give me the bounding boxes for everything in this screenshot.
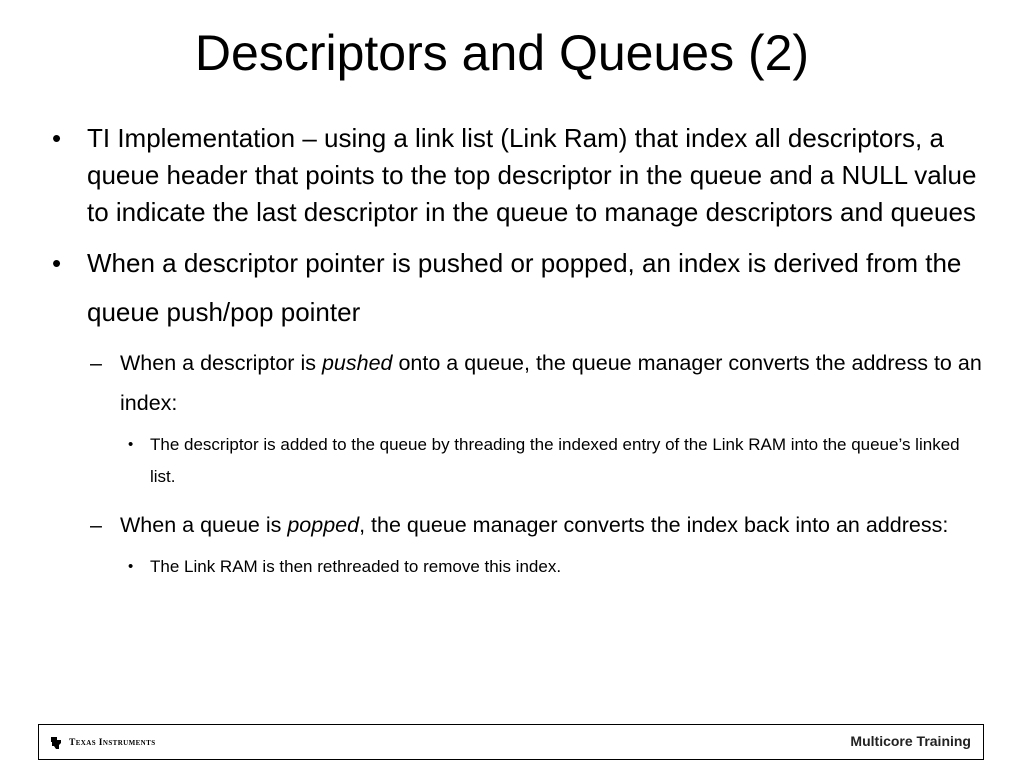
sub-bullet-emphasis: popped (287, 513, 360, 537)
sub-sub-bullet-text: The Link RAM is then rethreaded to remove this index. (150, 557, 562, 576)
bullet-marker: • (52, 248, 62, 278)
dash-marker: – (90, 513, 102, 537)
sub-sub-bullet-rethreaded (48, 551, 988, 583)
sub-sub-bullet-text: The descriptor is added to the queue by threading the indexed entry of the Link RAM into the queue’s linked list. (150, 435, 960, 486)
bullet-marker: • (52, 123, 62, 153)
logo-text: Texas Instruments (69, 738, 156, 748)
bullet-text: When a descriptor pointer is pushed or popped, an index is derived from the queue push/pop pointer (87, 248, 962, 327)
sub-bullet-text-before: When a queue is (120, 513, 288, 537)
dash-marker: – (90, 351, 102, 375)
bullet-push-pop (48, 239, 988, 337)
bullet-marker: • (128, 436, 134, 453)
ti-logo (49, 735, 156, 751)
sub-bullet-pushed (48, 343, 988, 423)
brand-text: Multicore Training (850, 733, 971, 749)
slide-content (48, 120, 988, 595)
sub-bullet-popped (48, 505, 988, 545)
sub-bullet-emphasis: pushed (321, 351, 393, 375)
slide-title: Descriptors and Queues (2) (194, 25, 810, 81)
sub-bullet-text-after: onto a queue, the queue manager converts the address to an index: (120, 351, 982, 415)
bullet-marker: • (128, 558, 134, 575)
bullet-text: TI Implementation – using a link list (Link Ram) that index all descriptors, a queue header that points to the top descriptor in the queue and a NULL value to indicate the last descriptor in the queue to manage descriptors and queues (87, 123, 977, 227)
sub-sub-bullet-added (48, 429, 988, 493)
footer-bar (38, 724, 984, 760)
bullet-ti-implementation (48, 120, 988, 231)
sub-bullet-text-before: When a descriptor is (120, 351, 322, 375)
texas-instruments-logo-icon (49, 736, 63, 750)
sub-bullet-text-after: , the queue manager converts the index back into an address: (359, 513, 949, 537)
